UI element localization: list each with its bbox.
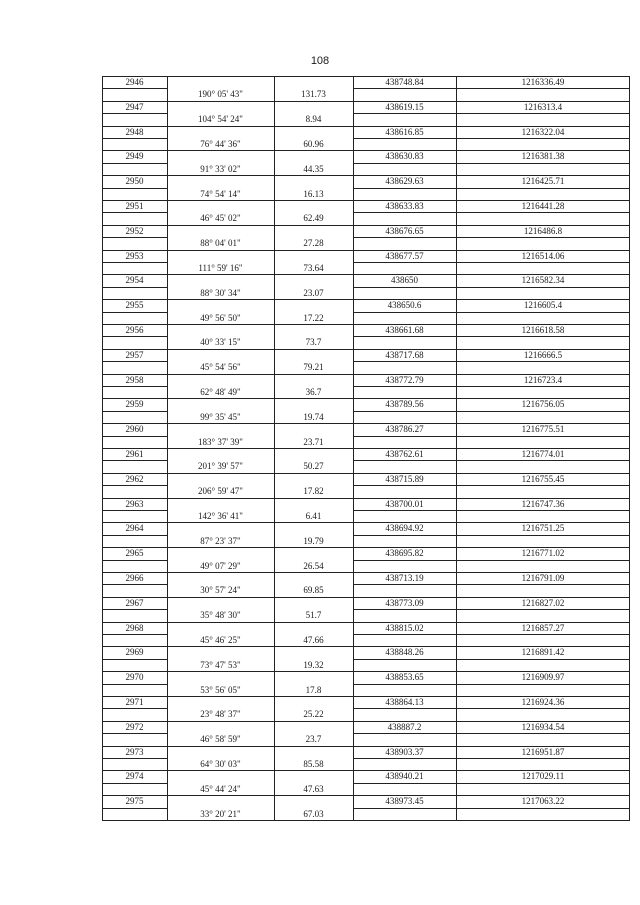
row-divider xyxy=(167,349,353,350)
row-divider xyxy=(102,336,167,337)
row-divider xyxy=(102,460,167,461)
row-divider xyxy=(353,411,630,412)
row-divider xyxy=(167,101,353,102)
row-divider xyxy=(353,287,630,288)
point-id: 2952 xyxy=(125,225,144,236)
bearing: 74° 54' 14" xyxy=(200,188,241,199)
row-divider xyxy=(102,113,167,114)
y-coordinate: 1216381.38 xyxy=(521,151,565,162)
bearing: 64° 30' 03" xyxy=(200,759,241,769)
row-divider xyxy=(102,609,167,610)
point-id: 2962 xyxy=(125,473,144,484)
row-divider xyxy=(102,436,167,437)
point-id: 2964 xyxy=(125,523,144,534)
point-id: 2955 xyxy=(125,300,144,311)
row-divider xyxy=(167,299,353,300)
row-divider xyxy=(167,498,353,499)
point-id: 2957 xyxy=(125,349,144,360)
point-id: 2947 xyxy=(125,101,144,112)
point-id: 2969 xyxy=(125,647,144,658)
distance: 79.21 xyxy=(303,362,324,373)
point-id: 2973 xyxy=(125,746,144,757)
y-coordinate: 1216909.97 xyxy=(521,672,565,683)
distance: 50.27 xyxy=(303,461,324,472)
row-divider xyxy=(102,188,167,189)
x-coordinate: 438661.68 xyxy=(385,325,424,335)
distance: 51.7 xyxy=(305,610,322,621)
bearing: 142° 36' 41" xyxy=(198,511,243,521)
bearing: 23° 48' 37" xyxy=(200,709,241,720)
y-coordinate: 1216441.28 xyxy=(521,201,565,211)
bearing: 40° 33' 15" xyxy=(200,337,241,348)
x-coordinate: 438762.61 xyxy=(385,449,424,459)
x-coordinate: 438786.27 xyxy=(385,424,424,435)
distance: 6.41 xyxy=(305,511,322,521)
distance: 25.22 xyxy=(303,709,324,720)
row-divider xyxy=(353,634,630,635)
row-divider xyxy=(102,659,167,660)
distance: 8.94 xyxy=(305,114,322,125)
point-id: 2951 xyxy=(125,201,144,211)
x-coordinate: 438903.37 xyxy=(385,746,424,757)
distance: 23.71 xyxy=(303,436,324,447)
distance: 131.73 xyxy=(301,89,326,100)
row-divider xyxy=(167,597,353,598)
row-divider xyxy=(353,361,630,362)
row-divider xyxy=(167,274,353,275)
row-divider xyxy=(353,510,630,511)
x-coordinate: 438717.68 xyxy=(385,349,424,360)
point-id: 2949 xyxy=(125,151,144,162)
bearing: 206° 59' 47" xyxy=(198,486,243,497)
y-coordinate: 1216934.54 xyxy=(521,721,565,732)
row-divider xyxy=(353,163,630,164)
row-divider xyxy=(102,584,167,585)
distance: 85.58 xyxy=(303,759,324,769)
x-coordinate: 438676.65 xyxy=(385,225,424,236)
y-coordinate: 1216924.36 xyxy=(521,697,565,707)
row-divider xyxy=(102,733,167,734)
y-coordinate: 1216857.27 xyxy=(521,622,565,633)
bearing: 45° 44' 24" xyxy=(200,783,241,794)
y-coordinate: 1216755.45 xyxy=(521,473,565,484)
row-divider xyxy=(167,448,353,449)
row-divider xyxy=(167,671,353,672)
distance: 23.07 xyxy=(303,287,324,298)
row-divider xyxy=(102,708,167,709)
row-divider xyxy=(167,398,353,399)
distance: 17.82 xyxy=(303,486,324,497)
distance: 69.85 xyxy=(303,585,324,596)
distance: 19.79 xyxy=(303,535,324,546)
row-divider xyxy=(167,150,353,151)
bearing: 49° 07' 29" xyxy=(200,560,241,571)
point-id: 2968 xyxy=(125,622,144,633)
row-divider xyxy=(167,473,353,474)
row-divider xyxy=(167,126,353,127)
row-divider xyxy=(353,460,630,461)
y-coordinate: 1216756.05 xyxy=(521,399,565,410)
y-coordinate: 1216666.5 xyxy=(523,349,563,360)
row-divider xyxy=(102,783,167,784)
row-divider xyxy=(102,411,167,412)
point-id: 2950 xyxy=(125,176,144,187)
row-divider xyxy=(167,795,353,796)
y-coordinate: 1217063.22 xyxy=(521,796,565,807)
row-divider xyxy=(167,746,353,747)
row-divider xyxy=(353,758,630,759)
row-divider xyxy=(167,646,353,647)
row-divider xyxy=(167,696,353,697)
row-divider xyxy=(102,510,167,511)
row-divider xyxy=(102,163,167,164)
y-coordinate: 1216771.02 xyxy=(521,548,565,559)
point-id: 2966 xyxy=(125,573,144,583)
row-divider xyxy=(353,733,630,734)
row-divider xyxy=(167,522,353,523)
x-coordinate: 438773.09 xyxy=(385,597,424,608)
row-divider xyxy=(167,250,353,251)
row-divider xyxy=(167,572,353,573)
bearing: 49° 56' 50" xyxy=(200,312,241,323)
bearing: 111° 59' 16" xyxy=(198,263,243,273)
row-divider xyxy=(353,808,630,809)
row-divider xyxy=(353,237,630,238)
bearing: 46° 58' 59" xyxy=(200,734,241,745)
y-coordinate: 1216775.51 xyxy=(521,424,565,435)
point-id: 2967 xyxy=(125,597,144,608)
row-divider xyxy=(167,324,353,325)
point-id: 2972 xyxy=(125,721,144,732)
point-id: 2965 xyxy=(125,548,144,559)
distance: 47.63 xyxy=(303,783,324,794)
x-coordinate: 438616.85 xyxy=(385,126,424,137)
distance: 27.28 xyxy=(303,238,324,249)
row-divider xyxy=(102,684,167,685)
bearing: 104° 54' 24" xyxy=(198,114,243,125)
distance: 17.22 xyxy=(303,312,324,323)
y-coordinate: 1216891.42 xyxy=(521,647,565,658)
bearing: 45° 46' 25" xyxy=(200,635,241,645)
row-divider xyxy=(353,386,630,387)
y-coordinate: 1216582.34 xyxy=(521,275,565,286)
distance: 62.49 xyxy=(303,213,324,224)
point-id: 2970 xyxy=(125,672,144,683)
bearing: 99° 35' 45" xyxy=(200,411,241,422)
x-coordinate: 438650.6 xyxy=(387,300,422,311)
point-id: 2959 xyxy=(125,399,144,410)
point-id: 2960 xyxy=(125,424,144,435)
point-id: 2961 xyxy=(125,449,144,459)
point-id: 2963 xyxy=(125,498,144,509)
row-divider xyxy=(353,262,630,263)
row-divider xyxy=(353,684,630,685)
row-divider xyxy=(353,584,630,585)
distance: 44.35 xyxy=(303,163,324,174)
row-divider xyxy=(102,312,167,313)
y-coordinate: 1216747.36 xyxy=(521,498,565,509)
row-divider xyxy=(353,609,630,610)
y-coordinate: 1216322.04 xyxy=(521,126,565,137)
x-coordinate: 438715.89 xyxy=(385,473,424,484)
x-coordinate: 438772.79 xyxy=(385,374,424,385)
x-coordinate: 438695.82 xyxy=(385,548,424,559)
y-coordinate: 1216336.49 xyxy=(521,77,565,87)
row-divider xyxy=(353,436,630,437)
point-id: 2946 xyxy=(125,77,144,87)
x-coordinate: 438853.65 xyxy=(385,672,424,683)
y-coordinate: 1216751.25 xyxy=(521,523,565,534)
x-coordinate: 438713.19 xyxy=(385,573,424,583)
y-coordinate: 1216313.4 xyxy=(523,101,563,112)
row-divider xyxy=(167,225,353,226)
row-divider xyxy=(353,212,630,213)
distance: 19.74 xyxy=(303,411,324,422)
y-coordinate: 1216425.71 xyxy=(521,176,565,187)
distance: 19.32 xyxy=(303,659,324,670)
row-divider xyxy=(167,423,353,424)
row-divider xyxy=(102,560,167,561)
row-divider xyxy=(167,200,353,201)
distance: 16.13 xyxy=(303,188,324,199)
point-id: 2956 xyxy=(125,325,144,335)
row-divider xyxy=(102,758,167,759)
row-divider xyxy=(102,361,167,362)
x-coordinate: 438629.63 xyxy=(385,176,424,187)
x-coordinate: 438864.13 xyxy=(385,697,424,707)
x-coordinate: 438619.15 xyxy=(385,101,424,112)
point-id: 2971 xyxy=(125,697,144,707)
x-coordinate: 438630.83 xyxy=(385,151,424,162)
x-coordinate: 438694.92 xyxy=(385,523,424,534)
x-coordinate: 438848.26 xyxy=(385,647,424,658)
bearing: 30° 57' 24" xyxy=(200,585,241,596)
row-divider xyxy=(102,212,167,213)
distance: 47.66 xyxy=(303,635,324,645)
row-divider xyxy=(353,336,630,337)
bearing: 190° 05' 43" xyxy=(198,89,243,100)
y-coordinate: 1216723.4 xyxy=(523,374,563,385)
y-coordinate: 1216514.06 xyxy=(521,250,565,261)
y-coordinate: 1216486.8 xyxy=(523,225,563,236)
bearing: 53° 56' 05" xyxy=(200,684,241,695)
row-divider xyxy=(102,88,167,89)
x-coordinate: 438633.83 xyxy=(385,201,424,211)
bearing: 35° 48' 30" xyxy=(200,610,241,621)
row-divider xyxy=(353,708,630,709)
row-divider xyxy=(353,783,630,784)
row-divider xyxy=(167,547,353,548)
point-id: 2974 xyxy=(125,771,144,782)
row-divider xyxy=(353,312,630,313)
bearing: 73° 47' 53" xyxy=(200,659,241,670)
row-divider xyxy=(353,88,630,89)
distance: 26.54 xyxy=(303,560,324,571)
row-divider xyxy=(167,374,353,375)
y-coordinate: 1216605.4 xyxy=(523,300,563,311)
bearing: 91° 33' 02" xyxy=(200,163,241,174)
row-divider xyxy=(353,659,630,660)
bearing: 62° 48' 49" xyxy=(200,387,241,397)
point-id: 2948 xyxy=(125,126,144,137)
survey-coordinates-table xyxy=(102,76,632,821)
row-divider xyxy=(102,535,167,536)
bearing: 87° 23' 37" xyxy=(200,535,241,546)
row-divider xyxy=(102,237,167,238)
distance: 23.7 xyxy=(305,734,322,745)
x-coordinate: 438815.02 xyxy=(385,622,424,633)
row-divider xyxy=(167,721,353,722)
row-divider xyxy=(102,386,167,387)
row-divider xyxy=(167,622,353,623)
point-id: 2958 xyxy=(125,374,144,385)
bearing: 88° 04' 01" xyxy=(200,238,241,249)
point-id: 2954 xyxy=(125,275,144,286)
y-coordinate: 1216791.09 xyxy=(521,573,565,583)
y-coordinate: 1216951.87 xyxy=(521,746,565,757)
x-coordinate: 438700.01 xyxy=(385,498,424,509)
row-divider xyxy=(167,175,353,176)
bearing: 33° 20' 21" xyxy=(200,808,241,819)
distance: 36.7 xyxy=(305,387,322,397)
row-divider xyxy=(102,808,167,809)
distance: 60.96 xyxy=(303,139,324,149)
x-coordinate: 438973.45 xyxy=(385,796,424,807)
y-coordinate: 1217029.11 xyxy=(521,771,565,782)
page-number: 108 xyxy=(310,55,330,67)
row-divider xyxy=(102,262,167,263)
x-coordinate: 438940.21 xyxy=(385,771,424,782)
x-coordinate: 438677.57 xyxy=(385,250,424,261)
row-divider xyxy=(353,535,630,536)
point-id: 2975 xyxy=(125,796,144,807)
row-divider xyxy=(102,138,167,139)
y-coordinate: 1216774.01 xyxy=(521,449,565,459)
row-divider xyxy=(102,287,167,288)
y-coordinate: 1216827.02 xyxy=(521,597,565,608)
bearing: 76° 44' 36" xyxy=(200,139,241,149)
bearing: 201° 39' 57" xyxy=(198,461,243,472)
row-divider xyxy=(102,634,167,635)
distance: 67.03 xyxy=(303,808,324,819)
distance: 73.64 xyxy=(303,263,324,273)
row-divider xyxy=(353,188,630,189)
bearing: 88° 30' 34" xyxy=(200,287,241,298)
point-id: 2953 xyxy=(125,250,144,261)
row-divider xyxy=(102,485,167,486)
x-coordinate: 438650 xyxy=(391,275,418,286)
bearing: 45° 54' 56" xyxy=(200,362,241,373)
bearing: 46° 45' 02" xyxy=(200,213,241,224)
x-coordinate: 438887.2 xyxy=(387,721,422,732)
row-divider xyxy=(353,113,630,114)
row-divider xyxy=(167,770,353,771)
y-coordinate: 1216618.58 xyxy=(521,325,565,335)
x-coordinate: 438789.56 xyxy=(385,399,424,410)
row-divider xyxy=(353,560,630,561)
bearing: 183° 37' 39" xyxy=(198,436,243,447)
distance: 73.7 xyxy=(305,337,322,348)
x-coordinate: 438748.84 xyxy=(385,77,424,87)
row-divider xyxy=(353,485,630,486)
distance: 17.8 xyxy=(305,684,322,695)
row-divider xyxy=(353,138,630,139)
